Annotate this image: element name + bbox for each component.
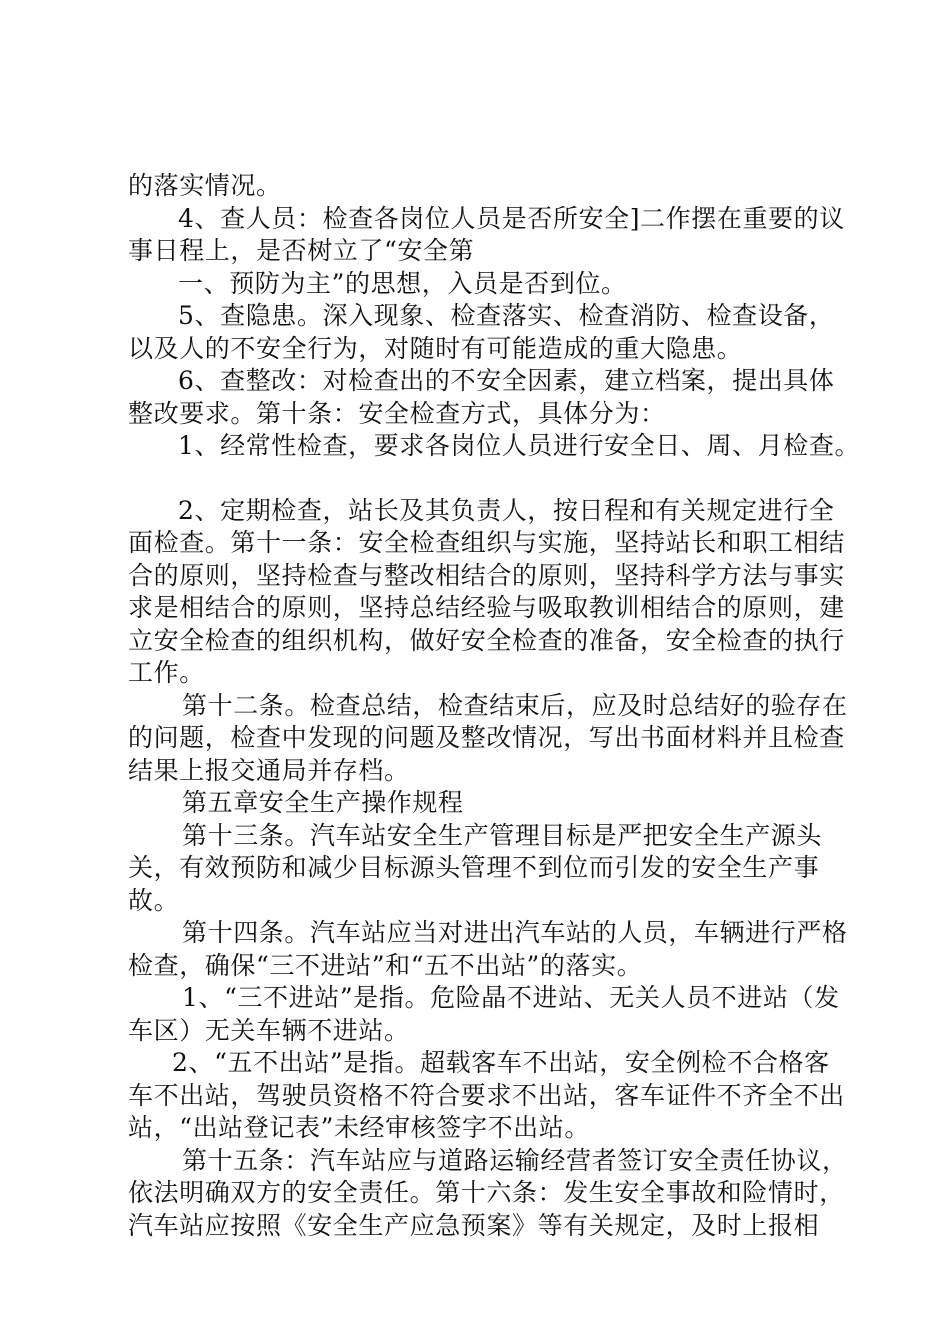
paragraph: 第十五条：汽车站应与道路运输经营者签订安全责任协议，依法明确双方的安全责任。第十六条：发生安全事故和险情时，汽车站应按照《安全生产应急预案》等有关规定，及时上报相 <box>128 1145 848 1240</box>
paragraph: 第十二条。检查总结，检查结束后，应及时总结好的验存在的问题，检查中发现的问题及整改情况，写出书面材料并且检查结果上报交通局并存档。 <box>128 690 848 785</box>
document-body <box>128 170 861 1242</box>
paragraph: 6、查整改：对检查出的不安全因素，建立档案，提出具体整改要求。第十条：安全检查方式，具体分为： <box>128 366 835 428</box>
paragraph: 1、“三不进站”是指。危险晶不进站、无关人员不进站（发车区）无关车辆不进站。 <box>128 983 840 1045</box>
paragraph: 2、定期检查，站长及其负责人，按日程和有关规定进行全面检查。第十一条：安全检查组织与实施，坚持站长和职工相结合的原则，坚持检查与整改相结合的原则，坚持科学方法与事实求是相结合的原则，坚持总结经验与吸取教训相结合的原则，建立安全检查的组织机构，做好安全检查的准备，安全检查的执行工作。 <box>128 495 845 687</box>
paragraph: 1、经常性检查，要求各岗位人员进行安全日、周、月检查。 <box>178 431 861 460</box>
chapter-heading: 第五章安全生产操作规程 <box>182 788 464 817</box>
paragraph: 5、查隐患。深入现象、检查落实、检查消防、检查设备，以及人的不安全行为，对随时有可能造成的重大隐患。 <box>128 301 835 363</box>
paragraph: 的落实情况。 <box>128 171 282 200</box>
paragraph: 第十四条。汽车站应当对进出汽车站的人员，车辆进行严格检查，确保“三不进站”和“五不出站”的落实。 <box>128 918 848 980</box>
paragraph: 4、查人员：检查各岗位人员是否所安全]二作摆在重要的议事日程上，是否树立了“安全第 <box>128 203 845 265</box>
paragraph: 2、“五不出站”是指。超载客车不出站，安全例检不合格客车不出站，驾驶员资格不符合要求不出站，客车证件不齐全不出站，“出站登记表”未经审核签字不出站。 <box>128 1048 845 1142</box>
paragraph: 第十三条。汽车站安全生产管理目标是严把安全生产源头关，有效预防和减少目标源头管理不到位而引发的安全生产事故。 <box>128 820 823 915</box>
paragraph: 一、预防为主”的思想，入员是否到位。 <box>178 268 627 298</box>
